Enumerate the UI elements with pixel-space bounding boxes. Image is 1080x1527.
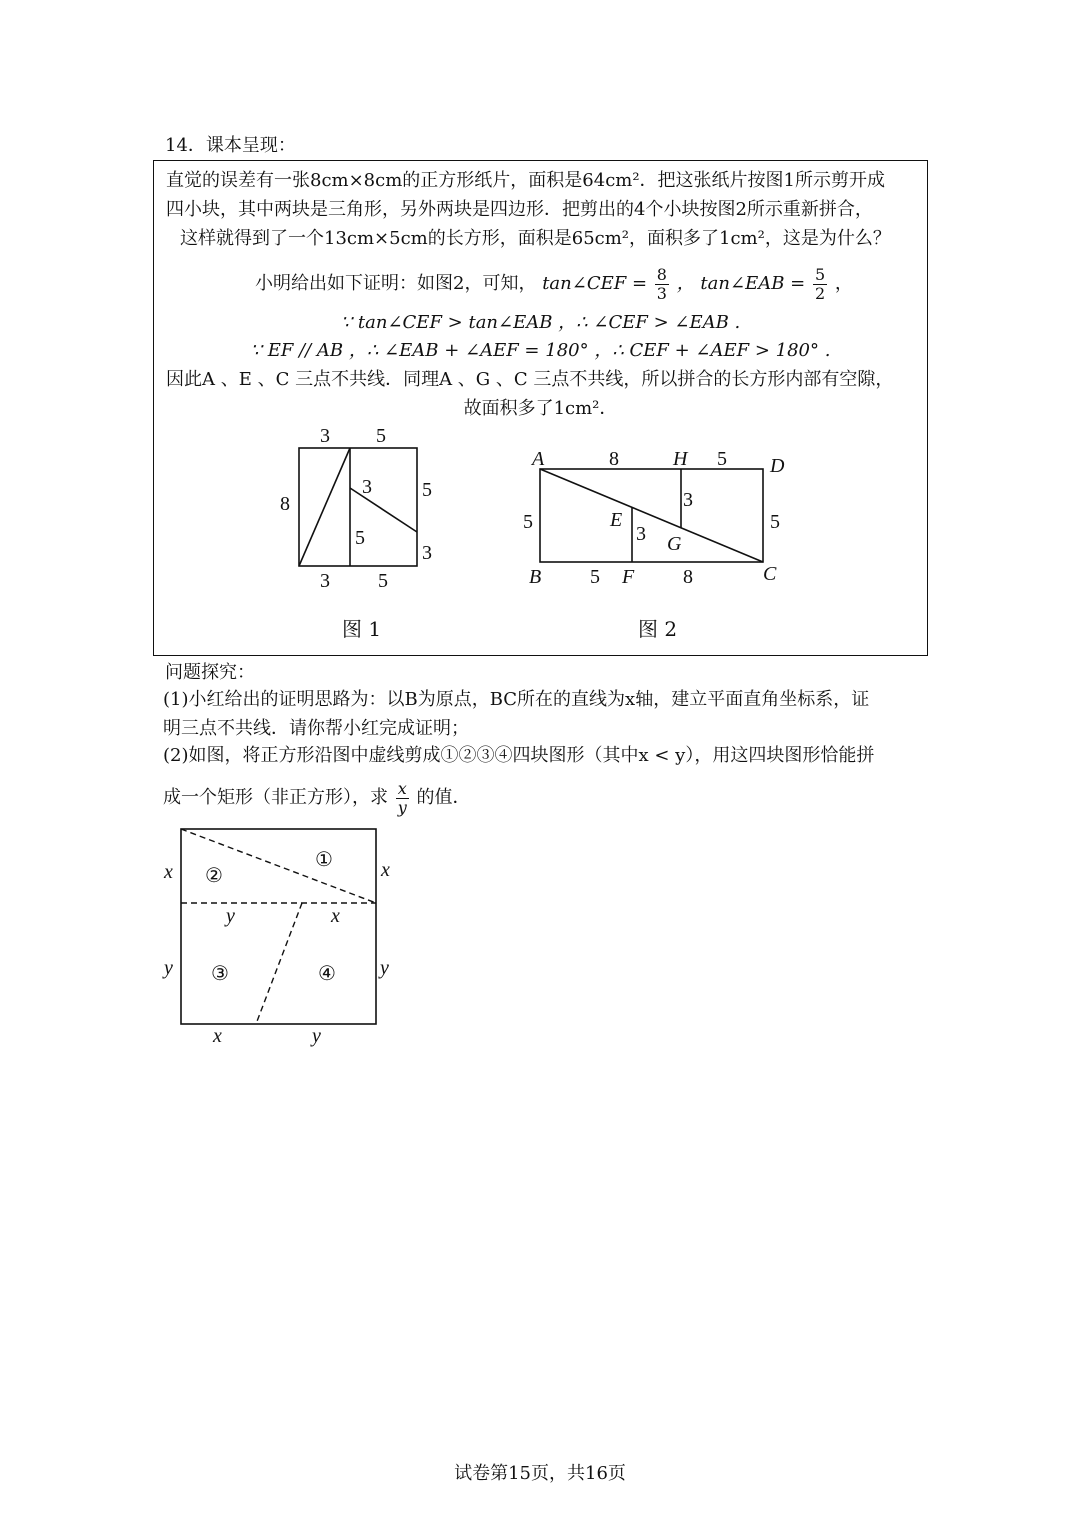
fraction-x-y bbox=[396, 780, 409, 817]
fig3-label-left-bottom: y bbox=[164, 957, 173, 979]
fig2-diagonal bbox=[540, 469, 763, 562]
q2-text-pre: 成一个矩形（非正方形），求 bbox=[163, 787, 388, 808]
fig3-dashed-slant bbox=[256, 903, 302, 1024]
frac-den: 3 bbox=[656, 283, 667, 303]
fig2-label-E: E bbox=[610, 509, 623, 531]
fig1-diagonal bbox=[299, 448, 350, 566]
fig1-label-top-right: 5 bbox=[376, 425, 386, 447]
fig2-label-hg: 3 bbox=[683, 489, 693, 511]
fig1-label-inner-bottom: 5 bbox=[355, 527, 365, 549]
fig1-slant bbox=[350, 488, 417, 532]
fig2-label-H: H bbox=[673, 448, 688, 470]
question-number: 14．课本呈现： bbox=[165, 135, 296, 156]
frac-num: x bbox=[396, 780, 409, 799]
box-paragraph-2: 四小块，其中两块是三角形，另外两块是四边形．把剪出的4个小块按图2所示重新拼合， bbox=[166, 199, 873, 220]
fig1-label-left: 8 bbox=[280, 493, 290, 515]
tan-cef: tan∠CEF = bbox=[542, 273, 648, 294]
fig3-square bbox=[181, 829, 376, 1024]
question-1-line-1: (1)小红给出的证明思路为：以B为原点，BC所在的直线为x轴，建立平面直角坐标系，证 bbox=[163, 689, 870, 710]
proof-line-2: ∵ tan∠CEF > tan∠EAB ，∴ ∠CEF > ∠EAB . bbox=[340, 312, 741, 333]
fig1-label-top-left: 3 bbox=[320, 425, 330, 447]
fig3-label-right-bottom: y bbox=[380, 957, 389, 979]
question-1-line-2: 明三点不共线．请你帮小红完成证明； bbox=[163, 718, 469, 739]
fig2-label-A: A bbox=[532, 448, 545, 470]
fig2-label-D: D bbox=[770, 455, 785, 477]
proof-intro-line bbox=[255, 262, 853, 306]
fig1-label-inner-top: 3 bbox=[362, 476, 372, 498]
fig2-label-left: 5 bbox=[523, 511, 533, 533]
fig2-label-F: F bbox=[622, 566, 635, 588]
box-paragraph-1: 直觉的误差有一张8cm×8cm的正方形纸片，面积是64cm²．把这张纸片按图1所示剪开成 bbox=[166, 170, 886, 191]
question-2-line-2 bbox=[163, 774, 471, 822]
fig3-label-left-top: x bbox=[164, 861, 173, 883]
fraction-5-2 bbox=[813, 266, 827, 303]
frac-num: 5 bbox=[814, 264, 826, 284]
fig2-label-C: C bbox=[763, 563, 777, 585]
frac-den: 2 bbox=[814, 283, 826, 303]
figure-3 bbox=[155, 820, 405, 1055]
page-footer: 试卷第15页，共16页 bbox=[454, 1463, 626, 1484]
fig3-label-right-top: x bbox=[381, 859, 390, 881]
fig3-label-3: ③ bbox=[211, 963, 229, 985]
figure-1 bbox=[270, 420, 450, 600]
fig2-label-top-left: 8 bbox=[609, 448, 619, 470]
fig2-label-bottom-left: 5 bbox=[590, 566, 600, 588]
fig2-label-right: 5 bbox=[770, 511, 780, 533]
fig3-label-mid-y: y bbox=[226, 905, 235, 927]
fig2-label-top-right: 5 bbox=[717, 448, 727, 470]
fig2-label-bottom-right: 8 bbox=[683, 566, 693, 588]
proof-line-3: ∵ EF // AB ，∴ ∠EAB + ∠AEF = 180° ，∴ CEF + ∠AEF > 180° . bbox=[250, 340, 831, 361]
fraction-8-3 bbox=[655, 266, 669, 303]
fig2-caption: 图 2 bbox=[638, 617, 678, 641]
proof-line-5: 故面积多了1cm²． bbox=[463, 398, 618, 419]
fig3-label-mid-x: x bbox=[331, 905, 340, 927]
fig1-label-right-low: 3 bbox=[422, 542, 432, 564]
q2-text-post: 的值． bbox=[416, 787, 471, 808]
fig3-label-4: ④ bbox=[318, 963, 336, 985]
tan-eab: ， tan∠EAB = bbox=[676, 273, 806, 294]
fig1-caption: 图 1 bbox=[342, 617, 382, 641]
fig2-label-ef: 3 bbox=[636, 523, 646, 545]
fig1-label-bottom-right: 5 bbox=[378, 570, 388, 592]
tan-end: ， bbox=[834, 273, 853, 294]
fig3-label-bottom-x: x bbox=[213, 1025, 222, 1047]
fig2-label-B: B bbox=[529, 566, 542, 588]
fig3-label-1: ① bbox=[315, 849, 333, 871]
questions-title: 问题探究： bbox=[165, 662, 255, 683]
proof-intro: 小明给出如下证明：如图2，可知， bbox=[255, 273, 537, 294]
question-2-line-1: (2)如图，将正方形沿图中虚线剪成①②③④四块图形（其中x < y），用这四块图形恰能拼 bbox=[163, 745, 875, 766]
figure-2 bbox=[515, 440, 815, 600]
fig3-label-2: ② bbox=[205, 865, 223, 887]
fig3-label-bottom-y: y bbox=[312, 1025, 321, 1047]
fig1-label-bottom-left: 3 bbox=[320, 570, 330, 592]
fig2-label-G: G bbox=[667, 533, 682, 555]
proof-line-4: 因此A 、E 、C 三点不共线．同理A 、G 、C 三点不共线，所以拼合的长方形内部有空隙， bbox=[166, 369, 894, 390]
frac-den: y bbox=[397, 797, 407, 817]
frac-num: 8 bbox=[656, 264, 667, 284]
fig1-label-right: 5 bbox=[422, 479, 432, 501]
box-paragraph-3: 这样就得到了一个13cm×5cm的长方形，面积是65cm²，面积多了1cm²，这是为什么？ bbox=[180, 228, 891, 249]
